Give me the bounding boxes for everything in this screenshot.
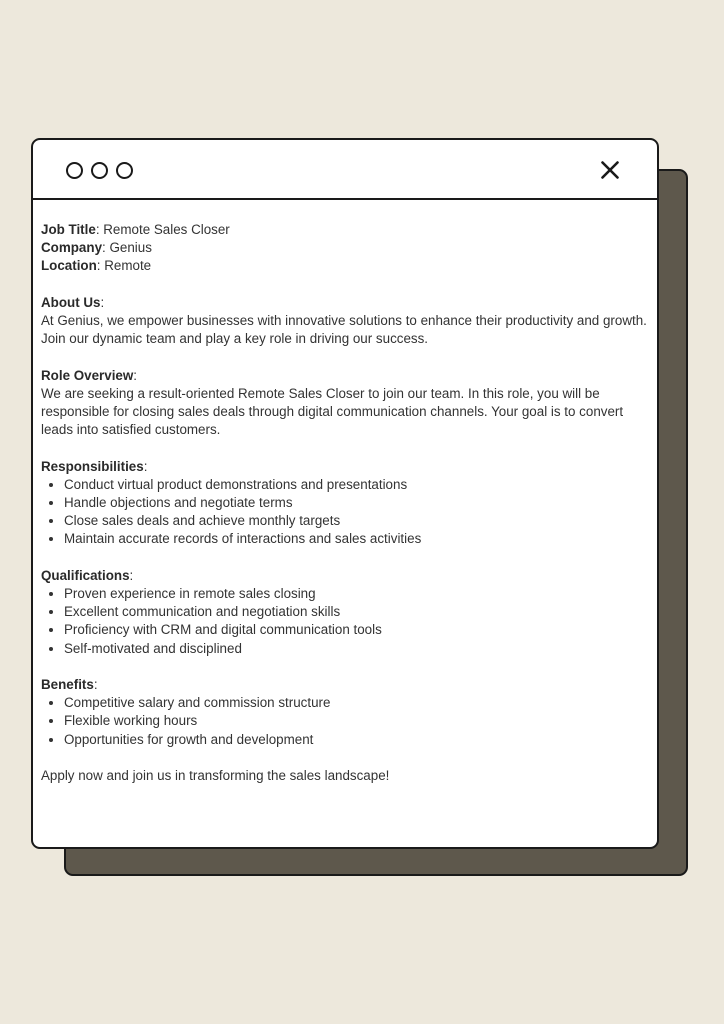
about-heading-colon: : [100, 294, 105, 310]
list-item: • Maintain accurate records of interactions and sales activities [64, 530, 651, 548]
company-line [41, 239, 651, 257]
benefits-heading-line [41, 676, 651, 694]
list-item: • Proven experience in remote sales closing [64, 585, 651, 603]
window-titlebar [33, 140, 657, 200]
about-heading: About Us [41, 294, 101, 310]
job-title-line [41, 221, 651, 239]
circle-icon[interactable] [116, 162, 133, 179]
benefits-heading-colon: : [93, 677, 98, 692]
responsibilities-heading: Responsibilities [41, 458, 144, 474]
responsibilities-list [41, 476, 651, 549]
close-icon[interactable] [601, 161, 619, 179]
benefits-heading: Benefits [41, 677, 94, 692]
qualifications-heading: Qualifications [41, 567, 130, 583]
list-item: • Competitive salary and commission structure [64, 694, 651, 712]
about-heading-line [41, 294, 651, 312]
location-value: : Remote [96, 258, 152, 274]
list-item: • Conduct virtual product demonstrations and presentations [64, 476, 651, 494]
company-value: : Genius [102, 240, 152, 256]
responsibilities-heading-line [41, 458, 651, 476]
list-item: • Opportunities for growth and development [64, 731, 651, 749]
list-item: • Close sales deals and achieve monthly targets [64, 512, 651, 530]
list-item: • Self-motivated and disciplined [64, 640, 651, 658]
role-text: We are seeking a result-oriented Remote Sales Closer to join our team. In this role, you will be responsible for closing sales deals through digital communication channels. Your goal is to convert leads into satisfied customers. [41, 385, 624, 438]
closing-text: Apply now and join us in transforming the sales landscape! [41, 768, 390, 783]
location-label: Location [41, 258, 97, 274]
qualifications-heading-line [41, 567, 651, 585]
list-item: • Excellent communication and negotiation skills [64, 603, 651, 621]
list-item: • Handle objections and negotiate terms [64, 494, 651, 512]
about-text: At Genius, we empower businesses with innovative solutions to enhance their productivity and growth. Join our dynamic team and play a key role in driving our success. [41, 313, 647, 347]
window-controls [66, 162, 133, 179]
job-title-label: Job Title [41, 222, 96, 237]
list-item: • Flexible working hours [64, 712, 651, 730]
browser-window [31, 138, 659, 849]
location-line [41, 257, 651, 275]
job-title-value: : Remote Sales Closer [95, 222, 230, 237]
qualifications-heading-colon: : [129, 567, 134, 583]
job-posting-content [41, 221, 651, 785]
circle-icon[interactable] [91, 162, 108, 179]
responsibilities-heading-colon: : [143, 458, 148, 474]
role-heading-colon: : [133, 367, 138, 383]
company-label: Company [41, 240, 103, 256]
circle-icon[interactable] [66, 162, 83, 179]
role-heading: Role Overview [41, 367, 134, 383]
qualifications-list [41, 585, 651, 658]
role-heading-line [41, 367, 651, 385]
benefits-list [41, 694, 651, 749]
list-item: • Proficiency with CRM and digital communication tools [64, 621, 651, 639]
